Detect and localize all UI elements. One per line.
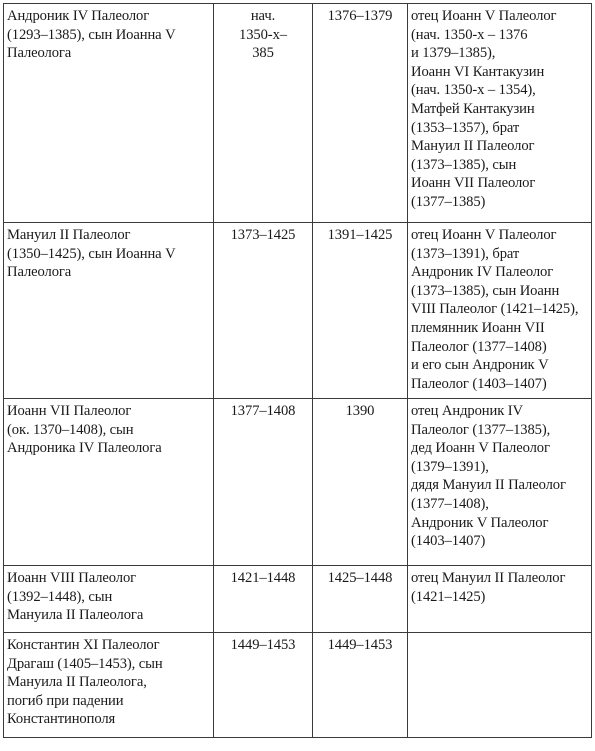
ruler-name-cell: Мануил II Палеолог (1350–1425), сын Иоанна V Палеолога [4, 223, 214, 399]
ruler-name-cell: Константин XI Палеолог Драгаш (1405–1453), сын Мануила II Палеолога, погиб при падении Константинополя [4, 633, 214, 738]
reign-years-cell: 1449–1453 [313, 633, 408, 738]
reign-years-cell: 1376–1379 [313, 4, 408, 223]
ruler-name-cell: Андроник IV Палеолог (1293–1385), сын Иоанна V Палеолога [4, 4, 214, 223]
ruler-name-cell: Иоанн VII Палеолог (ок. 1370–1408), сын Андроника IV Палеолога [4, 399, 214, 566]
co-emperor-years-cell: 1373–1425 [214, 223, 313, 399]
rulers-table [3, 3, 592, 738]
co-rulers-cell: отец Андроник IV Палеолог (1377–1385), дед Иоанн V Палеолог (1379–1391), дядя Мануил II Палеолог (1377–1408), Андроник V Палеолог (1403–1407) [408, 399, 592, 566]
co-rulers-cell: отец Иоанн V Палеолог (нач. 1350-х – 1376 и 1379–1385), Иоанн VI Кантакузин (нач. 1350-х – 1354), Матфей Кантакузин (1353–1357), брат Мануил II Палеолог (1373–1385), сын Иоанн VII Палеолог (1377–1385) [408, 4, 592, 223]
co-emperor-years-cell: нач. 1350-х– 385 [214, 4, 313, 223]
co-emperor-years-cell: 1449–1453 [214, 633, 313, 738]
co-emperor-years-cell: 1377–1408 [214, 399, 313, 566]
co-emperor-years-cell: 1421–1448 [214, 566, 313, 633]
table-row [4, 223, 592, 399]
table-row [4, 633, 592, 738]
table-row [4, 4, 592, 223]
table-row [4, 566, 592, 633]
co-rulers-cell [408, 633, 592, 738]
reign-years-cell: 1391–1425 [313, 223, 408, 399]
reign-years-cell: 1425–1448 [313, 566, 408, 633]
co-rulers-cell: отец Иоанн V Палеолог (1373–1391), брат Андроник IV Палеолог (1373–1385), сын Иоанн VIII Палеолог (1421–1425), племянник Иоанн VII Палеолог (1377–1408) и его сын Андроник V Палеолог (1403–1407) [408, 223, 592, 399]
table-row [4, 399, 592, 566]
ruler-name-cell: Иоанн VIII Палеолог (1392–1448), сын Мануила II Палеолога [4, 566, 214, 633]
reign-years-cell: 1390 [313, 399, 408, 566]
co-rulers-cell: отец Мануил II Палеолог (1421–1425) [408, 566, 592, 633]
